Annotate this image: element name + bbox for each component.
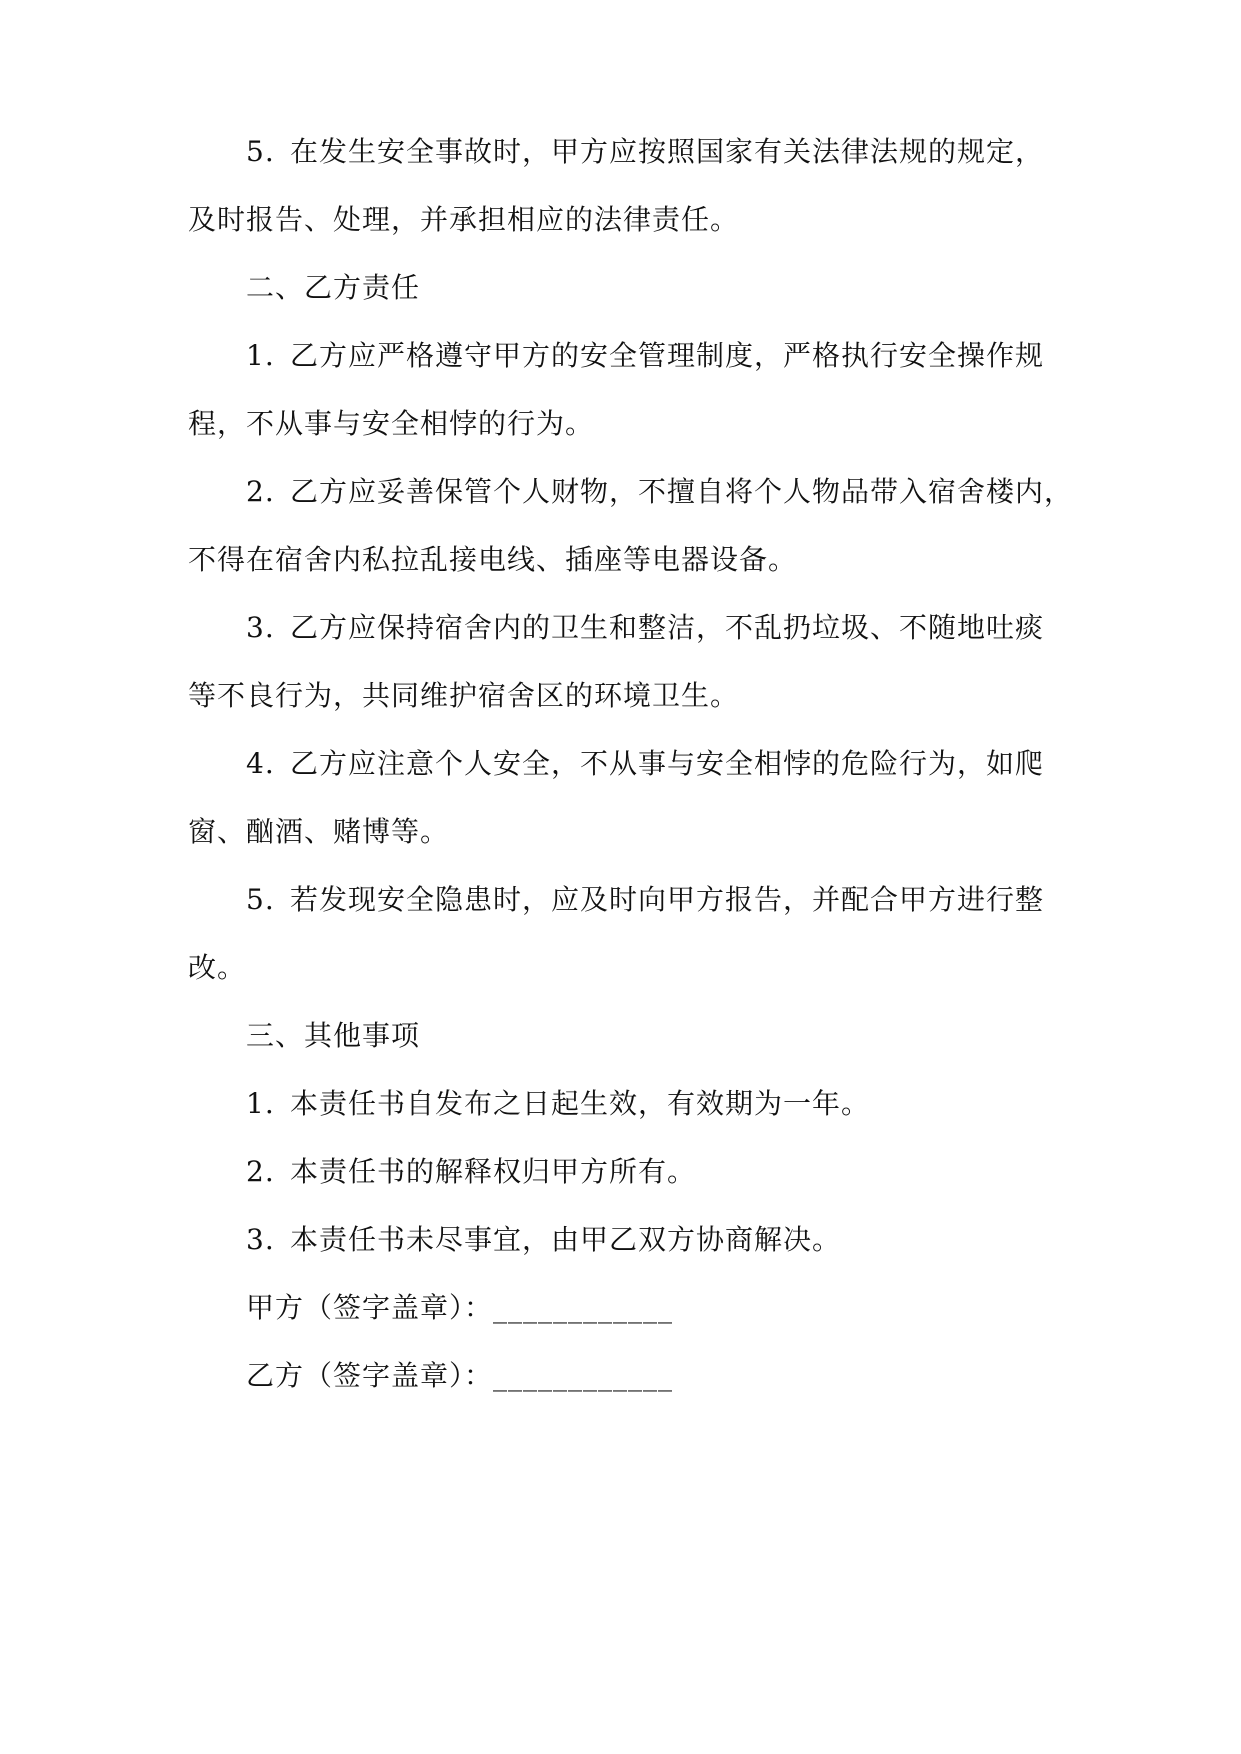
item-number: 1.: [246, 339, 275, 372]
party-a-item-5: [246, 132, 1044, 172]
item-text: 乙方应严格遵守甲方的安全管理制度，严格执行安全操作规: [290, 339, 1045, 372]
item-text: 在发生安全事故时，甲方应按照国家有关法律法规的规定，: [290, 135, 1045, 168]
section-heading-party-b: 二、乙方责任: [246, 271, 421, 304]
item-number: 5.: [246, 135, 275, 168]
item-number: 2.: [246, 475, 275, 508]
other-item-3: [246, 1220, 841, 1260]
other-item-1: [246, 1084, 870, 1124]
party-b-item-4: [246, 744, 1044, 784]
item-text: 本责任书的解释权归甲方所有。: [290, 1155, 697, 1188]
item-text: 乙方应保持宿舍内的卫生和整洁，不乱扔垃圾、不随地吐痰: [290, 611, 1045, 644]
item-number: 1.: [246, 1087, 275, 1120]
item-text: 乙方应注意个人安全，不从事与安全相悖的危险行为，如爬: [290, 747, 1045, 780]
other-item-2: [246, 1152, 696, 1192]
party-b-item-2-continued: 不得在宿舍内私拉乱接电线、插座等电器设备。: [188, 543, 798, 576]
party-b-item-4-continued: 窗、酗酒、赌博等。: [188, 815, 450, 848]
party-b-item-5-continued: 改。: [188, 951, 247, 984]
party-b-item-1-continued: 程，不从事与安全相悖的行为。: [188, 407, 595, 440]
party-b-item-1: [246, 336, 1044, 376]
item-text: 本责任书自发布之日起生效，有效期为一年。: [290, 1087, 871, 1120]
item-text: 乙方应妥善保管个人财物，不擅自将个人物品带入宿舍楼内，: [290, 475, 1074, 508]
item-text: 若发现安全隐患时，应及时向甲方报告，并配合甲方进行整: [290, 883, 1045, 916]
party-a-item-5-continued: 及时报告、处理，并承担相应的法律责任。: [188, 203, 740, 236]
item-number: 4.: [246, 747, 275, 780]
party-b-item-3: [246, 608, 1044, 648]
section-heading-other: 三、其他事项: [246, 1019, 421, 1052]
party-b-item-5: [246, 880, 1044, 920]
item-number: 5.: [246, 883, 275, 916]
item-number: 2.: [246, 1155, 275, 1188]
item-number: 3.: [246, 1223, 275, 1256]
party-a-signature-line: 甲方（签字盖章）：____________: [246, 1291, 674, 1324]
party-b-item-3-continued: 等不良行为，共同维护宿舍区的环境卫生。: [188, 679, 740, 712]
item-text: 本责任书未尽事宜，由甲乙双方协商解决。: [290, 1223, 842, 1256]
party-b-signature-line: 乙方（签字盖章）：____________: [246, 1359, 674, 1392]
party-b-item-2: [246, 472, 1073, 512]
item-number: 3.: [246, 611, 275, 644]
